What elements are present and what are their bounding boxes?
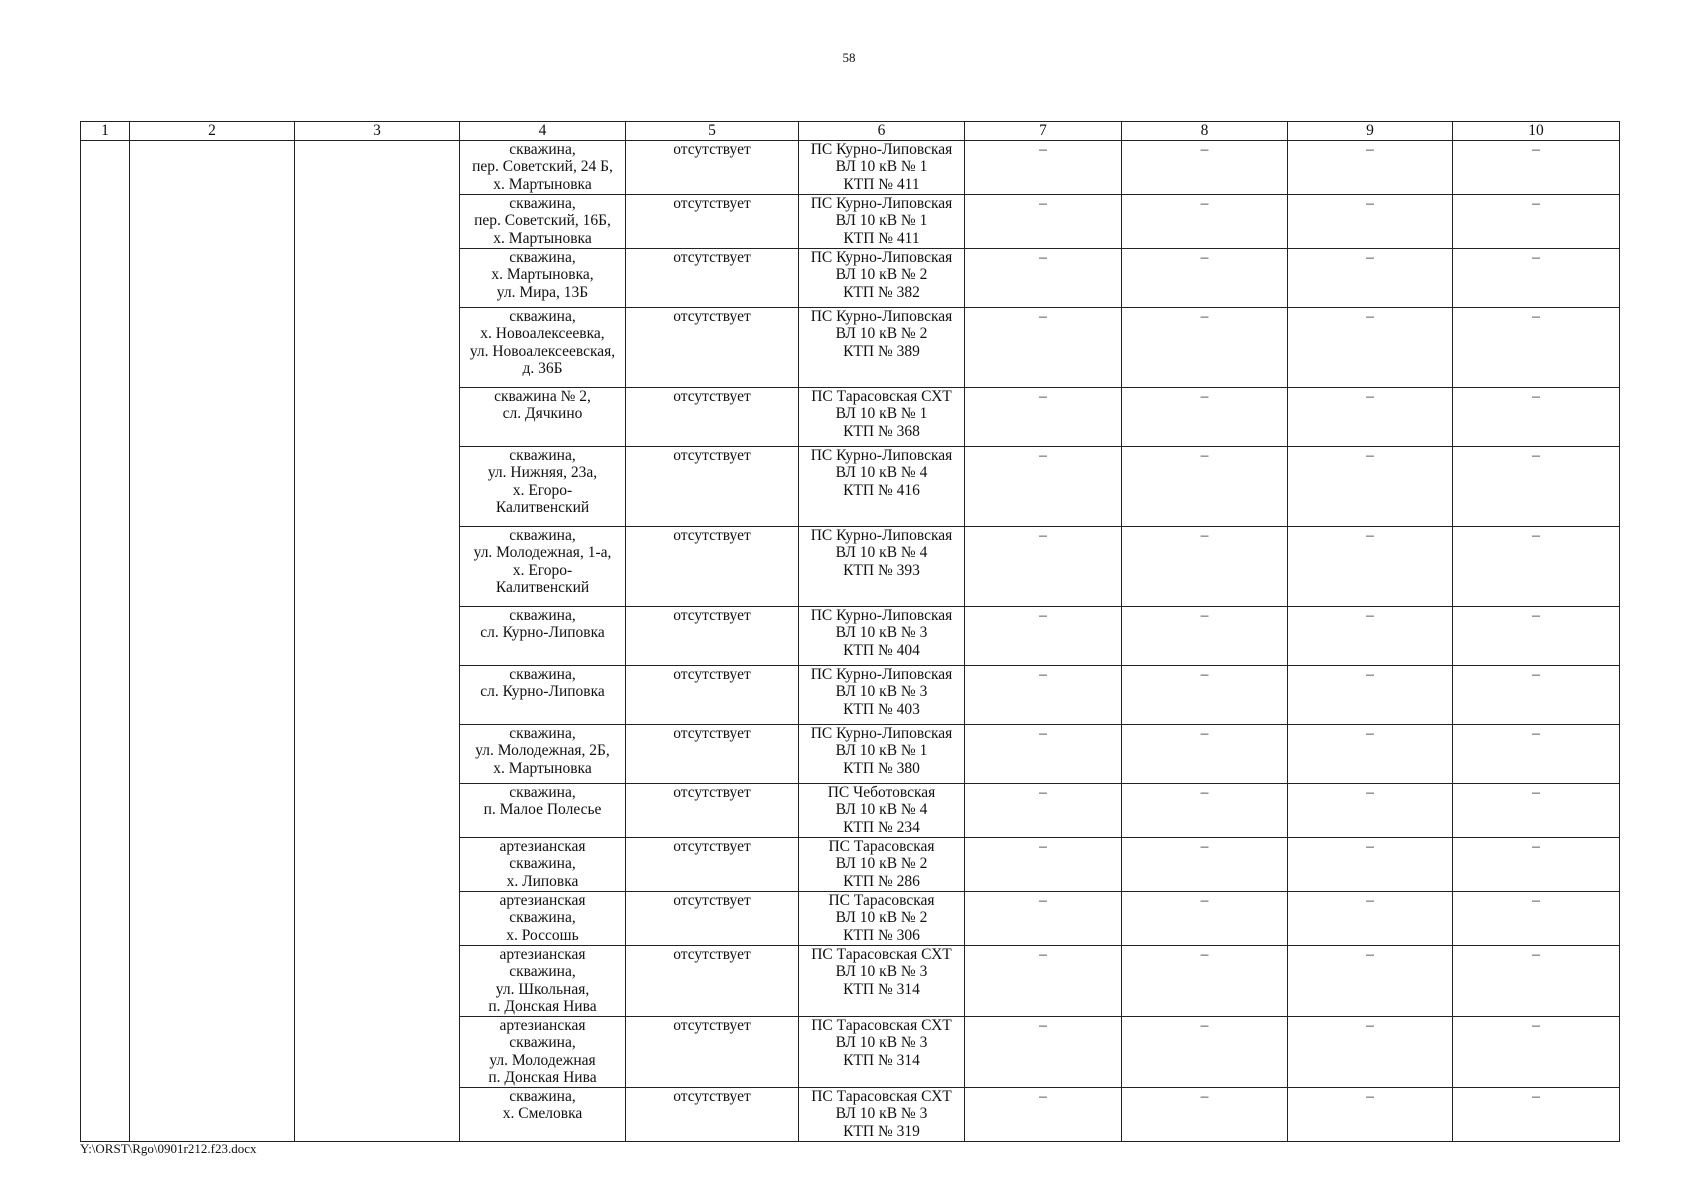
status-cell: отсутствует: [626, 606, 799, 665]
column-1-cell: [81, 140, 130, 1141]
column-7-cell: –: [965, 1016, 1122, 1087]
status-cell: отсутствует: [626, 194, 799, 248]
column-header-5: 5: [626, 122, 799, 141]
column-10-cell: –: [1453, 1087, 1620, 1141]
power-source-cell: ПС Тарасовская СХТ ВЛ 10 кВ № 1 КТП № 368: [799, 387, 965, 446]
power-source-cell: ПС Курно-Липовская ВЛ 10 кВ № 1 КТП № 380: [799, 724, 965, 783]
status-cell: отсутствует: [626, 891, 799, 945]
column-7-cell: –: [965, 248, 1122, 307]
object-cell: скважина, пер. Советский, 24 Б, х. Мартыновка: [460, 140, 626, 194]
object-cell: скважина, ул. Нижняя, 23а, х. Егоро- Калитвенский: [460, 446, 626, 526]
column-7-cell: –: [965, 1087, 1122, 1141]
column-8-cell: –: [1122, 783, 1288, 837]
column-7-cell: –: [965, 446, 1122, 526]
power-source-cell: ПС Тарасовская СХТ ВЛ 10 кВ № 3 КТП № 314: [799, 945, 965, 1016]
column-10-cell: –: [1453, 526, 1620, 606]
object-cell: скважина, п. Малое Полесье: [460, 783, 626, 837]
column-10-cell: –: [1453, 837, 1620, 891]
column-8-cell: –: [1122, 891, 1288, 945]
object-cell: скважина, х. Смеловка: [460, 1087, 626, 1141]
object-cell: скважина, ул. Молодежная, 1-а, х. Егоро- Калитвенский: [460, 526, 626, 606]
column-header-10: 10: [1453, 122, 1620, 141]
object-cell: скважина № 2, сл. Дячкино: [460, 387, 626, 446]
column-7-cell: –: [965, 665, 1122, 724]
column-9-cell: –: [1288, 387, 1453, 446]
column-10-cell: –: [1453, 665, 1620, 724]
status-cell: отсутствует: [626, 387, 799, 446]
footer-file-path: Y:\ORST\Rgo\0901r212.f23.docx: [80, 1141, 257, 1156]
power-source-cell: ПС Курно-Липовская ВЛ 10 кВ № 3 КТП № 403: [799, 665, 965, 724]
column-8-cell: –: [1122, 307, 1288, 387]
column-header-4: 4: [460, 122, 626, 141]
column-header-2: 2: [130, 122, 295, 141]
column-9-cell: –: [1288, 1016, 1453, 1087]
column-10-cell: –: [1453, 783, 1620, 837]
column-7-cell: –: [965, 307, 1122, 387]
column-7-cell: –: [965, 606, 1122, 665]
column-9-cell: –: [1288, 446, 1453, 526]
object-cell: скважина, х. Мартыновка, ул. Мира, 13Б: [460, 248, 626, 307]
power-source-cell: ПС Курно-Липовская ВЛ 10 кВ № 4 КТП № 416: [799, 446, 965, 526]
column-9-cell: –: [1288, 248, 1453, 307]
column-8-cell: –: [1122, 1087, 1288, 1141]
power-source-cell: ПС Тарасовская ВЛ 10 кВ № 2 КТП № 306: [799, 891, 965, 945]
column-9-cell: –: [1288, 1087, 1453, 1141]
column-9-cell: –: [1288, 837, 1453, 891]
power-source-cell: ПС Курно-Липовская ВЛ 10 кВ № 2 КТП № 389: [799, 307, 965, 387]
column-9-cell: –: [1288, 665, 1453, 724]
column-10-cell: –: [1453, 194, 1620, 248]
column-header-7: 7: [965, 122, 1122, 141]
column-8-cell: –: [1122, 446, 1288, 526]
status-cell: отсутствует: [626, 724, 799, 783]
column-8-cell: –: [1122, 606, 1288, 665]
object-cell: артезианская скважина, ул. Школьная, п. Донская Нива: [460, 945, 626, 1016]
power-source-cell: ПС Тарасовская СХТ ВЛ 10 кВ № 3 КТП № 314: [799, 1016, 965, 1087]
status-cell: отсутствует: [626, 665, 799, 724]
column-7-cell: –: [965, 194, 1122, 248]
table-row: [81, 140, 1620, 194]
object-cell: скважина, ул. Молодежная, 2Б, х. Мартыновка: [460, 724, 626, 783]
status-cell: отсутствует: [626, 1087, 799, 1141]
object-cell: скважина, сл. Курно-Липовка: [460, 665, 626, 724]
column-2-cell: [130, 140, 295, 1141]
column-9-cell: –: [1288, 724, 1453, 783]
column-header-6: 6: [799, 122, 965, 141]
column-8-cell: –: [1122, 1016, 1288, 1087]
page-number: 58: [842, 50, 856, 65]
column-9-cell: –: [1288, 891, 1453, 945]
column-8-cell: –: [1122, 526, 1288, 606]
column-10-cell: –: [1453, 724, 1620, 783]
status-cell: отсутствует: [626, 140, 799, 194]
status-cell: отсутствует: [626, 446, 799, 526]
power-source-cell: ПС Курно-Липовская ВЛ 10 кВ № 1 КТП № 411: [799, 140, 965, 194]
column-8-cell: –: [1122, 248, 1288, 307]
object-cell: артезианская скважина, ул. Молодежная п. Донская Нива: [460, 1016, 626, 1087]
column-10-cell: –: [1453, 891, 1620, 945]
column-9-cell: –: [1288, 945, 1453, 1016]
object-cell: артезианская скважина, х. Липовка: [460, 837, 626, 891]
object-cell: скважина, сл. Курно-Липовка: [460, 606, 626, 665]
column-10-cell: –: [1453, 307, 1620, 387]
column-7-cell: –: [965, 387, 1122, 446]
column-7-cell: –: [965, 783, 1122, 837]
power-source-cell: ПС Тарасовская СХТ ВЛ 10 кВ № 3 КТП № 319: [799, 1087, 965, 1141]
column-8-cell: –: [1122, 387, 1288, 446]
column-10-cell: –: [1453, 945, 1620, 1016]
table-body: [81, 140, 1620, 1141]
column-7-cell: –: [965, 837, 1122, 891]
status-cell: отсутствует: [626, 1016, 799, 1087]
column-8-cell: –: [1122, 140, 1288, 194]
column-9-cell: –: [1288, 606, 1453, 665]
column-9-cell: –: [1288, 526, 1453, 606]
status-cell: отсутствует: [626, 783, 799, 837]
column-7-cell: –: [965, 891, 1122, 945]
column-9-cell: –: [1288, 140, 1453, 194]
column-header-3: 3: [295, 122, 460, 141]
column-10-cell: –: [1453, 140, 1620, 194]
column-8-cell: –: [1122, 837, 1288, 891]
object-cell: артезианская скважина, х. Россошь: [460, 891, 626, 945]
column-10-cell: –: [1453, 606, 1620, 665]
status-cell: отсутствует: [626, 945, 799, 1016]
power-source-cell: ПС Курно-Липовская ВЛ 10 кВ № 4 КТП № 393: [799, 526, 965, 606]
object-cell: скважина, пер. Советский, 16Б, х. Мартыновка: [460, 194, 626, 248]
power-source-cell: ПС Тарасовская ВЛ 10 кВ № 2 КТП № 286: [799, 837, 965, 891]
data-table: [80, 121, 1620, 1142]
column-header-9: 9: [1288, 122, 1453, 141]
column-7-cell: –: [965, 140, 1122, 194]
column-8-cell: –: [1122, 724, 1288, 783]
column-header-1: 1: [81, 122, 130, 141]
column-9-cell: –: [1288, 783, 1453, 837]
column-10-cell: –: [1453, 387, 1620, 446]
status-cell: отсутствует: [626, 837, 799, 891]
header-row: [81, 122, 1620, 141]
column-header-8: 8: [1122, 122, 1288, 141]
power-source-cell: ПС Курно-Липовская ВЛ 10 кВ № 2 КТП № 382: [799, 248, 965, 307]
column-8-cell: –: [1122, 665, 1288, 724]
column-7-cell: –: [965, 945, 1122, 1016]
status-cell: отсутствует: [626, 248, 799, 307]
column-8-cell: –: [1122, 194, 1288, 248]
column-7-cell: –: [965, 724, 1122, 783]
power-source-cell: ПС Чеботовская ВЛ 10 кВ № 4 КТП № 234: [799, 783, 965, 837]
column-3-cell: [295, 140, 460, 1141]
status-cell: отсутствует: [626, 526, 799, 606]
power-source-cell: ПС Курно-Липовская ВЛ 10 кВ № 1 КТП № 411: [799, 194, 965, 248]
status-cell: отсутствует: [626, 307, 799, 387]
column-9-cell: –: [1288, 307, 1453, 387]
object-cell: скважина, х. Новоалексеевка, ул. Новоалексеевская, д. 36Б: [460, 307, 626, 387]
column-10-cell: –: [1453, 248, 1620, 307]
column-8-cell: –: [1122, 945, 1288, 1016]
column-10-cell: –: [1453, 1016, 1620, 1087]
column-9-cell: –: [1288, 194, 1453, 248]
power-source-cell: ПС Курно-Липовская ВЛ 10 кВ № 3 КТП № 404: [799, 606, 965, 665]
column-10-cell: –: [1453, 446, 1620, 526]
column-7-cell: –: [965, 526, 1122, 606]
